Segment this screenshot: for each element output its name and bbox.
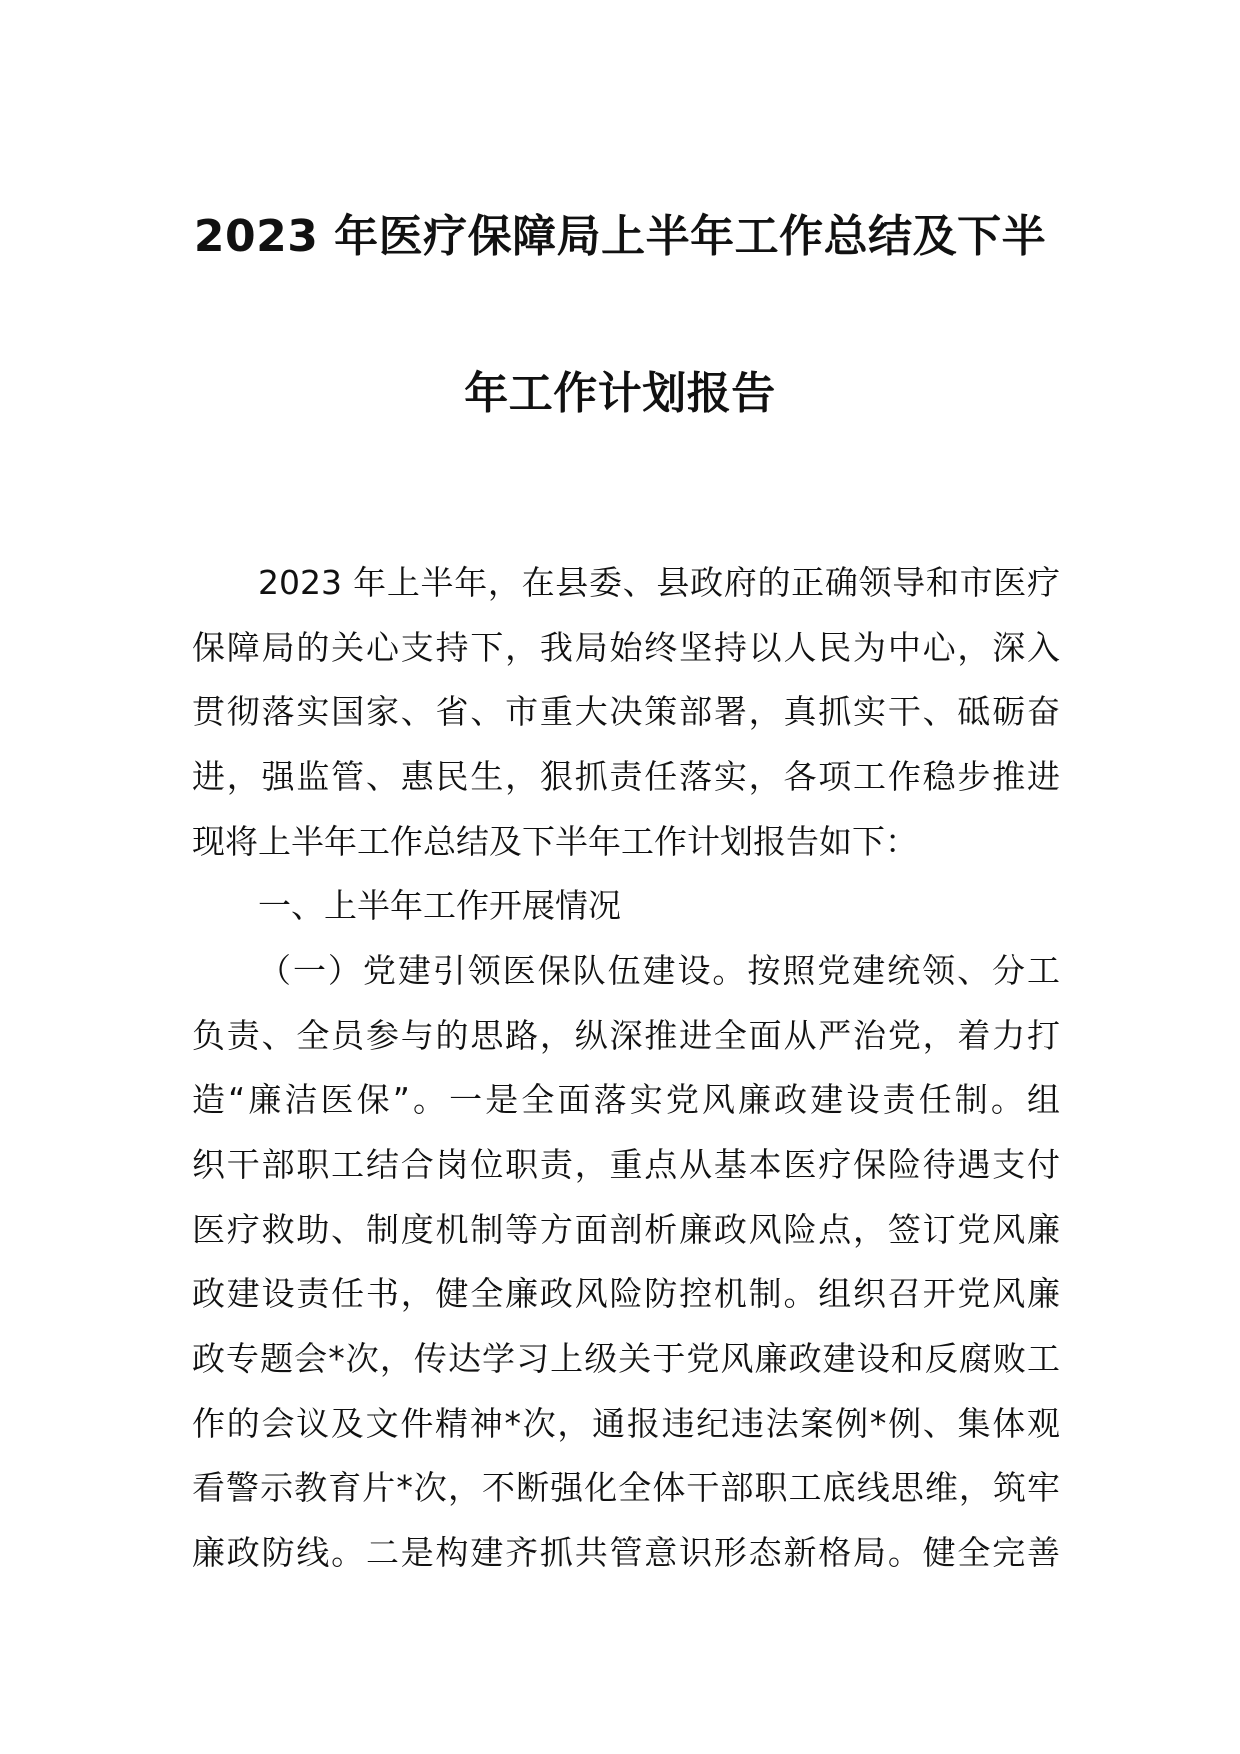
paragraph-3-line: 负责、全员参与的思路，纵深推进全面从严治党，着力打	[192, 1016, 1060, 1055]
paragraph-3-line: 织干部职工结合岗位职责，重点从基本医疗保险待遇支付	[192, 1145, 1060, 1184]
paragraph-1-line: 2023 年上半年，在县委、县政府的正确领导和市医疗	[258, 563, 1060, 602]
paragraph-3-line: 政专题会*次，传达学习上级关于党风廉政建设和反腐败工	[192, 1339, 1060, 1378]
paragraph-3-line: 政建设责任书，健全廉政风险防控机制。组织召开党风廉	[192, 1274, 1060, 1313]
section-heading: 一、上半年工作开展情况	[258, 886, 621, 925]
paragraph-3-line: 医疗救助、制度机制等方面剖析廉政风险点，签订党风廉	[192, 1210, 1060, 1249]
paragraph-1-line: 现将上半年工作总结及下半年工作计划报告如下：	[192, 822, 918, 861]
paragraph-3-line: 作的会议及文件精神*次，通报违纪违法案例*例、集体观	[192, 1404, 1060, 1443]
paragraph-3-line: （一）党建引领医保队伍建设。按照党建统领、分工	[258, 951, 1060, 990]
paragraph-3-line: 廉政防线。二是构建齐抓共管意识形态新格局。健全完善	[192, 1533, 1060, 1572]
paragraph-3-line: 造“廉洁医保”。一是全面落实党风廉政建设责任制。组	[192, 1080, 1060, 1119]
paragraph-1-line: 保障局的关心支持下，我局始终坚持以人民为中心，深入	[192, 628, 1060, 667]
paragraph-3-line: 看警示教育片*次，不断强化全体干部职工底线思维，筑牢	[192, 1468, 1060, 1507]
document-title-line-1: 2023 年医疗保障局上半年工作总结及下半	[193, 211, 1047, 262]
paragraph-1-line: 进，强监管、惠民生，狠抓责任落实，各项工作稳步推进	[192, 757, 1060, 796]
document-title-line-2: 年工作计划报告	[464, 368, 776, 419]
paragraph-1-line: 贯彻落实国家、省、市重大决策部署，真抓实干、砥砺奋	[192, 692, 1060, 731]
